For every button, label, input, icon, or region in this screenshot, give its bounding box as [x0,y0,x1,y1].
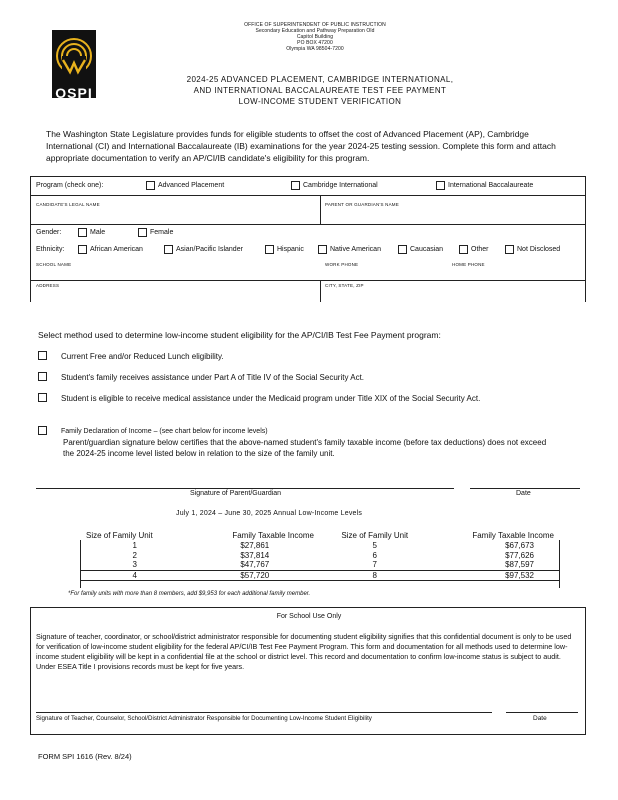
column-header: Size of Family Unit [341,530,409,540]
divider [470,488,580,489]
method-option-lunch[interactable] [38,351,578,362]
school-use-text: Signature of teacher, coordinator, or school/district administrator responsible for documenting student eligibility signifies that this confidential document is only to be used for verification of low-income student eligibility for the federal AP/CI/IB Test Fee Payment Program. This form and documentation for all methods used to determine low-income student eligibility will be kept in a confidential file at the school or district level. This record and documentation to confirm low-income status is subject to audit. Under ESEA Title I provisions records must be kept for five years. [36,632,572,671]
logo-text: OSPI [55,85,93,101]
gender-option-female[interactable] [138,228,173,237]
city-state-zip-label: CITY, STATE, ZIP [325,283,364,288]
table-row [80,550,560,560]
parent-signature-field[interactable] [36,475,454,489]
ethnicity-option[interactable] [459,245,489,254]
checkbox[interactable] [291,181,300,190]
form-number: FORM SPI 1616 (Rev. 8/24) [38,752,132,761]
ethnicity-label: Ethnicity: [36,246,65,253]
method-option-label: Student's family receives assistance under Part A of Title IV of the Social Security Act. [61,373,365,382]
gender-option-label: Male [90,229,106,236]
ethnicity-option[interactable] [505,245,560,254]
checkbox[interactable] [78,228,87,237]
checkbox[interactable] [459,245,468,254]
checkbox[interactable] [138,228,147,237]
divider [506,712,578,713]
checkbox[interactable] [78,245,87,254]
parent-name-field[interactable] [321,208,584,223]
home-phone-field[interactable] [449,268,584,280]
staff-date-label: Date [533,715,547,722]
column-header: Family Taxable Income [232,530,314,540]
address-label: ADDRESS [36,283,60,288]
gender-option-label: Female [150,229,174,236]
table-cell: $87,597 [505,560,534,570]
office-line: Capitol Building [296,34,334,40]
checkbox[interactable] [164,245,173,254]
ethnicity-option-label: Not Disclosed [517,246,561,253]
ethnicity-option-label: Other [471,246,489,253]
table-cell: 6 [372,550,377,560]
office-line: PO BOX 47200 [297,40,333,46]
ethnicity-option[interactable] [265,245,304,254]
table-cell: $37,814 [240,550,270,560]
program-option-ib[interactable] [436,181,533,190]
program-option-ap[interactable] [146,181,224,190]
divider [30,176,586,177]
ethnicity-option[interactable] [318,245,381,254]
checkbox[interactable] [436,181,445,190]
checkbox[interactable] [38,351,47,360]
program-option-ci[interactable] [291,181,378,190]
divider [36,488,454,489]
table-cell: $77,626 [505,550,534,560]
method-option-label: Student is eligible to receive medical assistance under the Medicaid program under Title XIX of the Social Security Act. [61,394,481,403]
program-label: Program (check one): [36,182,104,189]
income-table-footnote: *For family units with more than 8 members, add $9,953 for each additional family member. [68,591,311,597]
divider [36,712,492,713]
method-prompt: Select method used to determine low-income student eligibility for the AP/CI/IB Test Fee Payment program: [38,330,441,340]
divider [30,280,586,281]
office-line: OFFICE OF SUPERINTENDENT OF PUBLIC INSTRUCTION [244,22,386,28]
checkbox[interactable] [38,393,47,402]
table-cell: 8 [372,570,377,580]
office-address [200,22,430,52]
parent-date-label: Date [516,490,531,497]
work-phone-label: WORK PHONE [325,262,359,267]
table-cell: $27,861 [240,540,270,550]
form-title [120,74,520,107]
method-option-medicaid[interactable] [38,393,578,404]
method-option-label: Current Free and/or Reduced Lunch eligibility. [61,352,224,361]
ethnicity-option[interactable] [164,245,243,254]
table-cell: 7 [372,560,377,570]
school-name-label: SCHOOL NAME [36,262,72,267]
staff-date-field[interactable] [506,698,578,712]
ethnicity-option[interactable] [398,245,443,254]
ethnicity-option-label: Native American [330,246,381,253]
table-row [80,560,560,570]
checkbox[interactable] [265,245,274,254]
program-option-label: Cambridge International [303,182,378,189]
column-header: Family Taxable Income [472,530,554,540]
divider [30,224,586,225]
home-phone-label: HOME PHONE [452,262,485,267]
income-table [80,530,560,581]
table-cell: $47,767 [240,560,270,570]
checkbox[interactable] [398,245,407,254]
ethnicity-option[interactable] [78,245,143,254]
office-line: Olympia WA 98504-7200 [286,46,344,52]
address-field[interactable] [31,289,319,301]
table-cell: $57,720 [240,570,270,580]
work-phone-field[interactable] [321,268,447,280]
table-row [80,540,560,550]
parent-signature-label: Signature of Parent/Guardian [190,490,282,497]
method-option-label: Family Declaration of Income – (see chart below for income levels) [61,428,268,435]
ethnicity-option-label: African American [90,246,143,253]
gender-option-male[interactable] [78,228,105,237]
method-option-family-declaration[interactable] [38,426,578,437]
program-option-label: Advanced Placement [158,182,225,189]
ethnicity-option-label: Asian/Pacific Islander [176,246,243,253]
checkbox[interactable] [38,426,47,435]
table-cell: 5 [372,540,377,550]
candidate-name-field[interactable] [31,208,319,223]
checkbox[interactable] [38,372,47,381]
ospi-logo-icon [52,30,96,80]
divider [80,540,81,588]
candidate-name-label: CANDIDATE'S LEGAL NAME [36,202,100,207]
table-cell: $67,673 [505,540,534,550]
table-row [80,570,560,580]
declaration-text: Parent/guardian signature below certifies that the above-named student's family taxable income (before tax deductions) does not exceed the 2024-25 income level listed below in relation to the size of the family unit. [63,438,547,458]
table-cell: 2 [132,550,137,560]
table-cell: $97,532 [505,570,534,580]
staff-signature-label: Signature of Teacher, Counselor, School/District Administrator Responsible for Documenting Low-Income Student Eligibility [36,715,372,722]
table-cell: 4 [132,570,137,580]
table-header-row [80,530,560,540]
ethnicity-option-label: Hispanic [277,246,304,253]
divider [30,195,586,196]
title-line: AND INTERNATIONAL BACCALAUREATE TEST FEE PAYMENT [193,86,447,95]
method-option-title-iv[interactable] [38,372,578,383]
intro-paragraph: The Washington State Legislature provides funds for eligible students to offset the cost of Advanced Placement (AP), Cambridge International (CI) and International Baccalaureate (IB) examinations for the year 2024-25 testing session. Complete this form and attach appropriate documentation to verify an AP/CI/IB candidate's eligibility for this program. [46,129,556,163]
checkbox[interactable] [146,181,155,190]
parent-name-label: PARENT OR GUARDIAN'S NAME [325,202,399,207]
school-use-title: For School Use Only [276,613,342,620]
table-cell: 1 [132,540,137,550]
parent-date-field[interactable] [470,475,580,489]
office-line: Secondary Education and Pathway Preparation Old [255,28,375,34]
table-cell: 3 [132,560,137,570]
staff-signature-field[interactable] [36,698,492,712]
checkbox[interactable] [318,245,327,254]
income-table-caption: July 1, 2024 – June 30, 2025 Annual Low-Income Levels [176,510,363,517]
ospi-logo [52,30,96,101]
title-line: LOW-INCOME STUDENT VERIFICATION [238,97,402,106]
column-header: Size of Family Unit [86,530,153,540]
city-state-zip-field[interactable] [321,289,584,301]
title-line: 2024-25 ADVANCED PLACEMENT, CAMBRIDGE INTERNATIONAL, [186,75,454,84]
divider [559,540,560,588]
checkbox[interactable] [505,245,514,254]
school-name-field[interactable] [31,268,319,280]
gender-label: Gender: [36,229,62,236]
program-option-label: International Baccalaureate [448,182,534,189]
ethnicity-option-label: Caucasian [410,246,444,253]
